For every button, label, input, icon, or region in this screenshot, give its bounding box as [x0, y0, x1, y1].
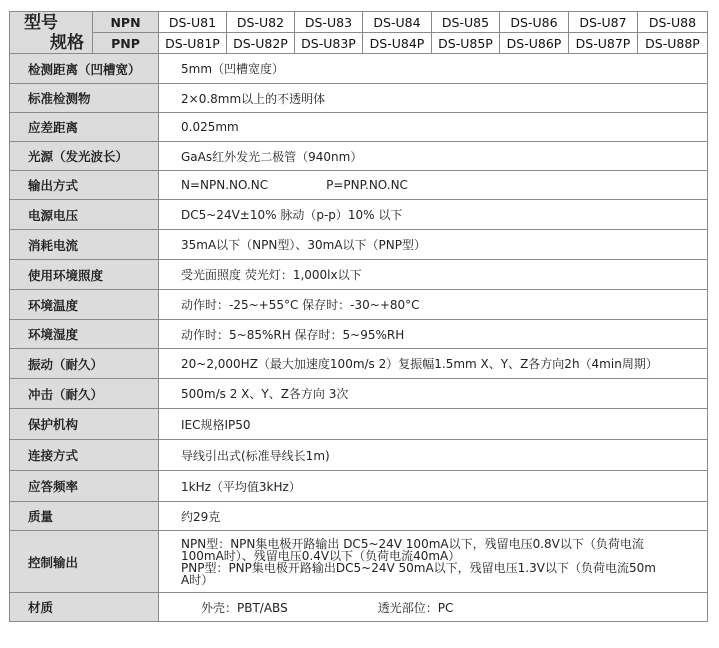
control-output-line: PNP型：PNP集电极开路输出DC5~24V 50mA以下，残留电压1.3V以下（负荷电流50m	[181, 560, 656, 575]
header-row-npn	[10, 12, 708, 33]
spec-label-cell: 保护机构	[10, 409, 159, 440]
spec-value-cell: 动作时：5~85%RH 保存时：5~95%RH	[159, 320, 708, 349]
spec-value-cell: 5mm（凹槽宽度）	[159, 54, 708, 84]
spec-row	[10, 471, 708, 502]
spec-label-cell: 使用环境照度	[10, 260, 159, 290]
pnp-model: DS-U83P	[295, 33, 363, 54]
pnp-model: DS-U86P	[500, 33, 569, 54]
header-row-pnp	[10, 33, 708, 54]
npn-model: DS-U82	[227, 12, 295, 33]
spec-label-cell: 环境温度	[10, 290, 159, 320]
spec-value-cell	[159, 531, 708, 593]
spec-label-cell: 环境湿度	[10, 320, 159, 349]
output-npn-value: N=NPN.NO.NC	[181, 178, 269, 192]
spec-sheet	[9, 11, 707, 622]
output-pnp-value: P=PNP.NO.NC	[326, 178, 408, 192]
control-output-line: A时）	[181, 572, 214, 587]
spec-label-cell: 电源电压	[10, 200, 159, 230]
pnp-model: DS-U82P	[227, 33, 295, 54]
spec-value-cell: 约29克	[159, 502, 708, 531]
npn-model: DS-U88	[638, 12, 708, 33]
pnp-model: DS-U85P	[432, 33, 500, 54]
spec-row	[10, 320, 708, 349]
spec-label-cell: 冲击（耐久）	[10, 379, 159, 409]
spec-value-cell: 0.025mm	[159, 113, 708, 142]
spec-label-cell: 应答频率	[10, 471, 159, 502]
spec-row	[10, 200, 708, 230]
spec-label-cell: 消耗电流	[10, 230, 159, 260]
spec-value-cell	[159, 171, 708, 200]
spec-label-cell: 输出方式	[10, 171, 159, 200]
spec-value-cell: 动作时：-25~+55°C 保存时：-30~+80°C	[159, 290, 708, 320]
spec-value-cell: 500m/s 2 X、Y、Z各方向 3次	[159, 379, 708, 409]
spec-value-cell: 1kHz（平均值3kHz）	[159, 471, 708, 502]
spec-label-cell: 连接方式	[10, 440, 159, 471]
spec-label-cell: 光源（发光波长）	[10, 142, 159, 171]
control-output-line: 100mA时）、残留电压0.4V以下（负荷电流40mA）	[181, 548, 461, 563]
spec-value-cell	[159, 593, 708, 622]
spec-label-cell: 检测距离（凹槽宽）	[10, 54, 159, 84]
spec-table	[9, 11, 708, 622]
spec-row	[10, 142, 708, 171]
spec-row	[10, 409, 708, 440]
spec-label: 规格	[50, 32, 84, 53]
spec-label-cell: 质量	[10, 502, 159, 531]
spec-row	[10, 171, 708, 200]
pnp-model: DS-U87P	[569, 33, 638, 54]
spec-label-cell: 应差距离	[10, 113, 159, 142]
spec-row	[10, 84, 708, 113]
spec-label-cell: 控制输出	[10, 531, 159, 593]
spec-row	[10, 531, 708, 593]
spec-value-cell: 受光面照度 荧光灯：1,000lx以下	[159, 260, 708, 290]
spec-row	[10, 113, 708, 142]
npn-label: NPN	[93, 12, 159, 33]
npn-model: DS-U86	[500, 12, 569, 33]
spec-row	[10, 260, 708, 290]
npn-model: DS-U84	[363, 12, 432, 33]
npn-model: DS-U87	[569, 12, 638, 33]
npn-model: DS-U85	[432, 12, 500, 33]
spec-value-cell: 20~2,000HZ（最大加速度100m/s 2）复振幅1.5mm X、Y、Z各方向2h（4min周期）	[159, 349, 708, 379]
spec-value-cell: 2×0.8mm以上的不透明体	[159, 84, 708, 113]
spec-value-cell: GaAs红外发光二极管（940nm）	[159, 142, 708, 171]
spec-row	[10, 593, 708, 622]
spec-row	[10, 349, 708, 379]
spec-row	[10, 290, 708, 320]
pnp-label: PNP	[93, 33, 159, 54]
spec-row	[10, 230, 708, 260]
spec-value-cell: 导线引出式(标准导线长1m)	[159, 440, 708, 471]
control-output-line: NPN型：NPN集电极开路输出 DC5~24V 100mA以下，残留电压0.8V以下（负荷电流	[181, 536, 644, 551]
type-spec-cell	[10, 12, 93, 54]
spec-label-cell: 振动（耐久）	[10, 349, 159, 379]
spec-value-cell: IEC规格IP50	[159, 409, 708, 440]
spec-value-cell: 35mA以下（NPN型）、30mA以下（PNP型）	[159, 230, 708, 260]
spec-row	[10, 54, 708, 84]
spec-row	[10, 379, 708, 409]
type-label: 型号	[24, 12, 58, 33]
spec-row	[10, 440, 708, 471]
spec-label-cell: 材质	[10, 593, 159, 622]
spec-value-cell: DC5~24V±10% 脉动（p-p）10% 以下	[159, 200, 708, 230]
spec-label-cell: 标准检测物	[10, 84, 159, 113]
npn-model: DS-U83	[295, 12, 363, 33]
npn-model: DS-U81	[159, 12, 227, 33]
material-housing-value: 外壳：PBT/ABS	[201, 600, 288, 615]
material-window-value: 透光部位：PC	[377, 600, 454, 615]
spec-row	[10, 502, 708, 531]
pnp-model: DS-U88P	[638, 33, 708, 54]
pnp-model: DS-U81P	[159, 33, 227, 54]
pnp-model: DS-U84P	[363, 33, 432, 54]
